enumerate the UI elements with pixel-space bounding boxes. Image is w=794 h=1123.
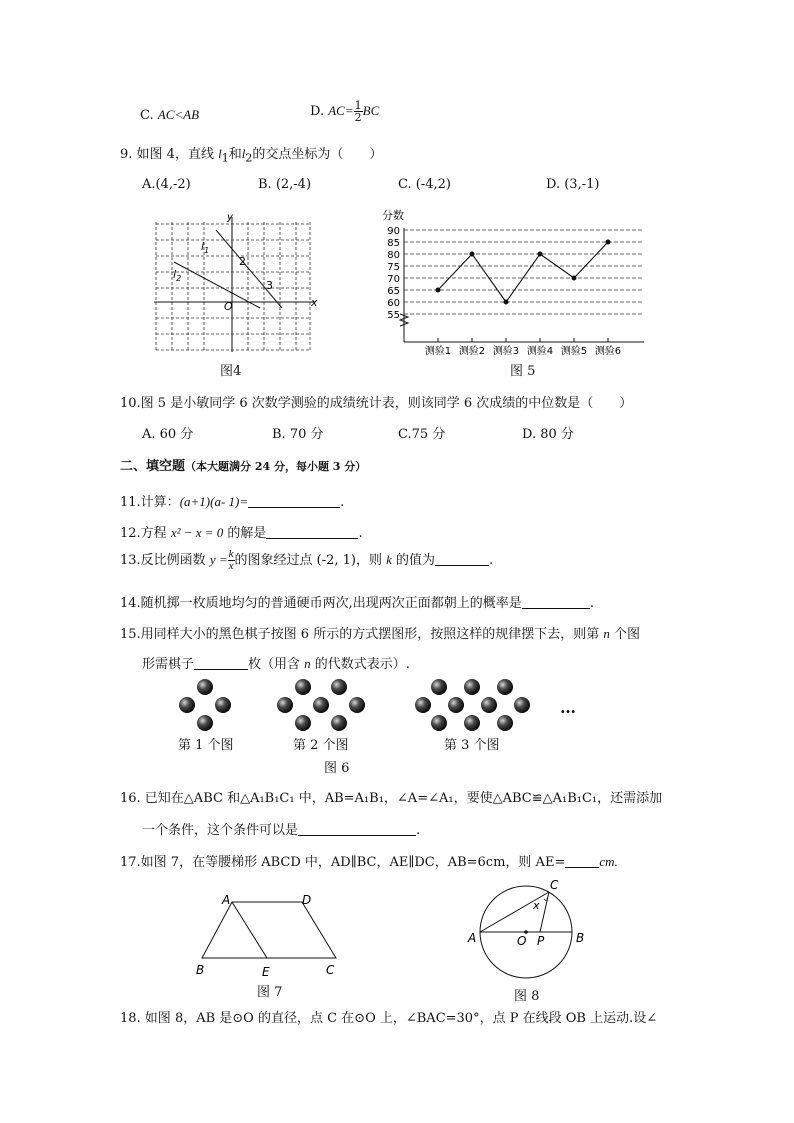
q8-option-d-fraction: $\frac{1}{2}$	[354, 99, 362, 124]
fig6-label-3: 第 3 个图	[444, 738, 500, 753]
fig5-ytick-label: 75	[387, 262, 400, 273]
fig7-label-a: A	[222, 893, 231, 907]
fig5-ytick-label: 80	[387, 250, 400, 261]
fig5-data-point	[538, 252, 543, 257]
fig5-data-point	[504, 300, 509, 305]
fig4-origin-label: O	[224, 300, 233, 313]
fig8-label-x: x	[533, 899, 540, 912]
section-2-title: 二、填空题	[120, 459, 186, 474]
fig5-data-point	[606, 240, 611, 245]
q9-option-d: D. (3,-1)	[546, 177, 600, 192]
q15-line-1: 15.用同样大小的黑色棋子按图 6 所示的方式摆图形，按照这样的规律摆下去，则第 n 个图	[120, 626, 640, 642]
q16-line-2: 一个条件，这个条件可以是 .	[142, 823, 421, 838]
q12: 12.方程 x² − x = 0 的解是 .	[120, 525, 363, 541]
fig8-label-c: C	[550, 878, 559, 892]
q15-answer-blank[interactable]	[194, 657, 248, 670]
fig7-label-d: D	[302, 893, 312, 907]
fig4-y-label: y	[227, 212, 233, 223]
fig5-category-label: 测验5	[560, 346, 588, 357]
fig7-trapezoid	[202, 902, 336, 958]
q13: 13.反比例函数 y = $\frac{k}{x}$ 的图象经过点 (-2, 1)，则 k 的值为 .	[120, 548, 494, 572]
fig8-caption: 图 8	[514, 989, 540, 1004]
fig6-ellipsis: …	[560, 698, 576, 717]
q12-answer-blank[interactable]	[266, 526, 358, 539]
fig4-tick-x: 3	[266, 279, 273, 292]
fig8-label-o: O	[517, 934, 527, 948]
fig8-label-b: B	[576, 931, 585, 945]
q13-fraction: $\frac{k}{x}$	[228, 548, 234, 572]
fig5-caption: 图 5	[510, 364, 536, 379]
fig4-line-l1	[216, 230, 282, 308]
fig6-caption: 图 6	[324, 761, 350, 776]
section-2-heading	[120, 460, 366, 473]
fig6-pattern-2	[277, 679, 365, 731]
figure-7	[192, 888, 348, 980]
figure-4	[150, 212, 325, 357]
q9-stem: 9. 如图 4，直线 $l_1$和$l_2$的交点坐标为（ ）	[120, 146, 383, 165]
q14: 14.随机掷一枚质地均匀的普通硬币两次,出现两次正面都朝上的概率是 .	[120, 596, 594, 611]
fig5-data-point	[436, 288, 441, 293]
q10-option-a: A. 60 分	[142, 427, 194, 442]
fig7-label-e: E	[262, 965, 270, 979]
fig7-label-c: C	[326, 963, 335, 977]
fig4-x-label: x	[311, 296, 318, 309]
q16-answer-blank[interactable]	[298, 823, 416, 836]
q9-option-a: A.(4,-2)	[142, 177, 191, 192]
q8-option-c-label: C.	[140, 108, 154, 123]
fig8-angle-mark	[544, 898, 547, 901]
q15-line-2: 形需棋子 枚（用含 n 的代数式表示）.	[142, 656, 410, 672]
q11: 11.计算：(a+1)(a- 1)= .	[120, 494, 345, 510]
q8-option-c	[140, 108, 199, 122]
fig5-y-title: 分数	[382, 209, 404, 222]
fig4-l1-label: $l_1$	[201, 240, 210, 255]
q10-stem: 10.图 5 是小敏同学 6 次数学测验的成绩统计表，则该同学 6 次成绩的中位数是（ ）	[120, 396, 633, 411]
fig5-ytick-label: 60	[387, 298, 400, 309]
q18: 18. 如图 8，AB 是⊙O 的直径，点 C 在⊙O 上，∠BAC=30°，点 P 在线段 OB 上运动.设∠	[120, 1011, 658, 1026]
fig6-pattern-3	[415, 679, 530, 731]
fig5-category-label: 测验1	[424, 346, 452, 357]
fig4-caption: 图4	[220, 364, 242, 379]
fig4-line-l2	[174, 262, 260, 308]
q10-option-b: B. 70 分	[272, 427, 324, 442]
fig5-category-label: 测验4	[526, 346, 554, 357]
q17-answer-blank[interactable]	[565, 855, 599, 868]
q8-option-c-expr: AC<AB	[157, 107, 200, 122]
fig5-series-line	[438, 242, 608, 302]
q13-answer-blank[interactable]	[435, 553, 489, 566]
fig5-category-label: 测验6	[594, 346, 622, 357]
fig5-ytick-label: 90	[387, 226, 400, 237]
fig6-label-1: 第 1 个图	[178, 738, 234, 753]
q9-option-c: C. (-4,2)	[398, 177, 451, 192]
q16-line-1: 16. 已知在△ABC 和△A₁B₁C₁ 中，AB=A₁B₁，∠A=∠A₁，要使△ABC≌△A₁B₁C₁，还需添加	[120, 791, 663, 806]
fig5-category-label: 测验2	[458, 346, 486, 357]
q10-option-d: D. 80 分	[522, 427, 574, 442]
figure-5-chart	[376, 206, 656, 361]
q8-option-d-lhs: AC=	[328, 103, 354, 118]
fig4-tick-y: 2	[239, 255, 246, 268]
fig4-l2-label: $l_2$	[173, 268, 182, 283]
fig6-pattern-1	[179, 679, 231, 731]
fig8-label-p: P	[537, 934, 545, 948]
fig5-ytick-label: 65	[387, 286, 400, 297]
fig8-segment-cp	[540, 892, 549, 932]
fig7-segment-ae	[232, 902, 267, 958]
section-2-note: （本大题满分 24 分，每小题 3 分）	[185, 460, 367, 473]
q10-option-c: C.75 分	[398, 427, 446, 442]
fig4-grid	[156, 222, 310, 350]
fig6-label-2: 第 2 个图	[293, 738, 349, 753]
fig8-label-a: A	[468, 931, 477, 945]
fig7-caption: 图 7	[257, 985, 283, 1000]
q9-option-b: B. (2,-4)	[258, 177, 312, 192]
fig5-data-point	[470, 252, 475, 257]
fig5-ytick-label: 55	[387, 310, 400, 321]
fig7-label-b: B	[196, 963, 205, 977]
q14-answer-blank[interactable]	[522, 596, 590, 609]
figure-6	[160, 672, 610, 742]
fig5-category-label: 测验3	[492, 346, 520, 357]
q11-answer-blank[interactable]	[248, 495, 340, 508]
figure-8	[464, 874, 594, 986]
fig5-ytick-label: 70	[387, 274, 400, 285]
q8-option-d-rhs: BC	[362, 103, 380, 118]
q8-option-d	[310, 100, 379, 123]
fig8-chord-ac	[480, 892, 549, 932]
fig5-ytick-label: 85	[387, 238, 400, 249]
q8-option-d-label: D.	[310, 104, 325, 119]
fig5-data-point	[572, 276, 577, 281]
q17: 17.如图 7，在等腰梯形 ABCD 中，AD∥BC，AE∥DC，AB=6cm，则 AE= cm.	[120, 854, 618, 870]
